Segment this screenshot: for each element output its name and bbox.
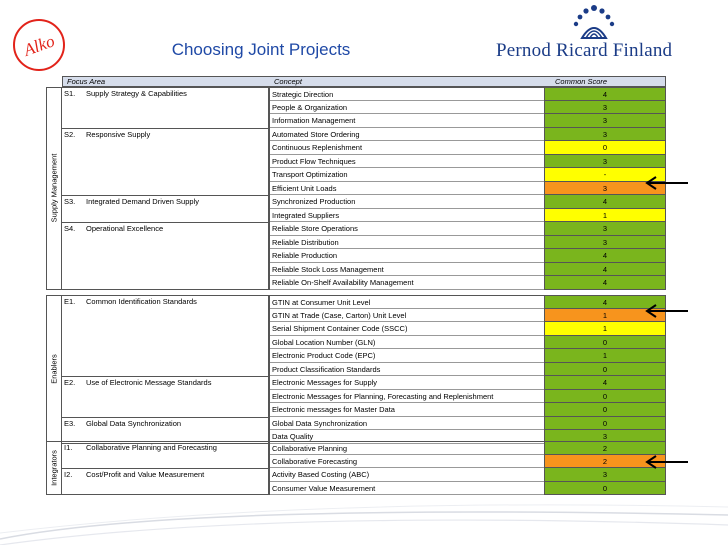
score-cell: 3 [544,182,666,196]
page-title: Choosing Joint Projects [171,40,351,59]
table-row [269,182,666,196]
pernod-ricard-logo-text: Pernod Ricard Finland [496,40,673,61]
col-concept: Concept [274,77,302,86]
focus-area-name: Cost/Profit and Value Measurement [86,470,205,479]
concept-cell: Collaborative Planning [269,441,544,455]
col-common-score: Common Score [555,77,608,86]
focus-area-group [64,443,217,452]
score-cell: 4 [544,249,666,263]
focus-area-name: Integrated Demand Driven Supply [86,197,199,206]
score-cell: 4 [544,263,666,277]
group-divider [62,417,269,418]
focus-area-name: Use of Electronic Message Standards [86,378,212,387]
score-cell: 4 [544,87,666,101]
score-cell: 4 [544,276,666,290]
concept-cell: GTIN at Consumer Unit Level [269,295,544,309]
score-cell: 0 [544,336,666,350]
focus-area-column [62,87,269,290]
score-cell: 0 [544,482,666,496]
table-row [269,168,666,182]
focus-area-code: E2. [64,378,76,387]
focus-area-group [64,470,204,479]
concept-cell: Reliable Distribution [269,236,544,250]
concept-cell: Reliable On-Shelf Availability Management [269,276,544,290]
group-divider [62,468,269,469]
concept-cell: Information Management [269,114,544,128]
concept-cell: Reliable Stock Loss Management [269,263,544,277]
table-row [269,276,666,290]
table-row [269,482,666,496]
left-arrow-icon [644,304,690,318]
section-label-text: Integrators [49,450,59,486]
concept-cell: Electronic Product Code (EPC) [269,349,544,363]
focus-area-group [64,297,197,306]
group-divider [62,128,269,129]
table-row [269,417,666,431]
focus-area-name: Common Identification Standards [86,297,197,306]
score-cell: 3 [544,114,666,128]
focus-area-name: Global Data Synchronization [86,418,182,428]
concept-cell: Product Classification Standards [269,363,544,377]
concept-cell: Integrated Suppliers [269,209,544,223]
table-row [269,128,666,142]
table-row [269,263,666,277]
table-row [269,455,666,469]
section-label-text: Enablers [49,354,59,385]
concept-cell: Efficient Unit Loads [269,182,544,196]
section-label-text: Supply Management [49,153,59,223]
table-row [269,336,666,350]
score-cell: 0 [544,363,666,377]
group-divider [62,222,269,223]
score-cell: 1 [544,349,666,363]
concept-cell: Electronic Messages for Planning, Forecasting and Replenishment [269,390,544,404]
focus-area-group [64,89,187,98]
focus-area-name: Operational Excellence [86,224,164,233]
table-row [269,141,666,155]
score-cell: 3 [544,236,666,250]
concept-cell: GTIN at Trade (Case, Carton) Unit Level [269,309,544,323]
focus-area-group [64,130,150,139]
score-cell: 0 [544,403,666,417]
focus-area-name: Supply Strategy & Capabilities [86,89,187,98]
table-row [269,155,666,169]
table-row [269,101,666,115]
concept-cell: Collaborative Forecasting [269,455,544,469]
score-cell: 0 [544,141,666,155]
score-cell: 4 [544,376,666,390]
left-arrow-icon [644,176,690,190]
concept-cell: Strategic Direction [269,87,544,101]
section-label [46,441,62,495]
concept-cell: Consumer Value Measurement [269,482,544,496]
table-header [62,76,666,87]
score-cell: 2 [544,441,666,455]
score-cell: 4 [544,295,666,309]
column-divider [269,441,270,495]
table-row [269,349,666,363]
score-cell: 3 [544,155,666,169]
concept-cell: Data Quality [269,430,544,444]
focus-area-code: I2. [64,470,73,479]
score-cell: 3 [544,222,666,236]
focus-area-code: E1. [64,297,76,306]
table-row [269,376,666,390]
svg-text:Alko: Alko [21,31,58,60]
focus-area-code: I1. [64,443,73,452]
score-cell: 0 [544,417,666,431]
concept-cell: Global Data Synchronization [269,417,544,431]
score-cell: 3 [544,128,666,142]
table-row [269,441,666,455]
focus-area-code: S4. [64,224,76,233]
score-cell: 3 [544,468,666,482]
focus-area-code: S1. [64,89,76,98]
score-cell: 1 [544,309,666,323]
concept-cell: Reliable Production [269,249,544,263]
focus-area-group [64,197,199,206]
section-label [46,87,62,290]
focus-area-group [64,378,211,387]
focus-area-code: S3. [64,197,76,206]
focus-area-group [64,224,163,233]
col-focus-area: Focus Area [67,77,106,86]
group-divider [62,195,269,196]
score-cell: 1 [544,322,666,336]
concept-cell: Serial Shipment Container Code (SSCC) [269,322,544,336]
table-row [269,87,666,101]
footer-decoration [0,495,728,545]
score-cell: 3 [544,430,666,444]
group-divider [62,376,269,377]
score-cell: - [544,168,666,182]
concept-cell: Electronic Messages for Supply [269,376,544,390]
concept-cell: Continuous Replenishment [269,141,544,155]
concept-cell: Transport Optimization [269,168,544,182]
table-row [269,249,666,263]
focus-area-code: E3. [64,418,76,428]
column-divider [269,87,270,290]
concept-cell: Reliable Store Operations [269,222,544,236]
section-label [46,295,62,444]
concept-cell: Electronic messages for Master Data [269,403,544,417]
concept-cell: Activity Based Costing (ABC) [269,468,544,482]
table-row [269,363,666,377]
concept-cell: People & Organization [269,101,544,115]
left-arrow-icon [644,455,690,469]
score-cell: 1 [544,209,666,223]
table-row [269,114,666,128]
table-row [269,222,666,236]
table-row [269,295,666,309]
table-row [269,390,666,404]
table-row [269,236,666,250]
score-cell: 2 [544,455,666,469]
score-cell: 3 [544,101,666,115]
concept-cell: Synchronized Production [269,195,544,209]
column-divider [269,295,270,444]
score-cell: 4 [544,195,666,209]
focus-area-name: Collaborative Planning and Forecasting [86,443,217,452]
table-row [269,309,666,323]
table-row [269,403,666,417]
table-row [269,195,666,209]
focus-area-group [64,419,181,428]
concept-cell: Global Location Number (GLN) [269,336,544,350]
table-row [269,209,666,223]
concept-cell: Automated Store Ordering [269,128,544,142]
concept-cell: Product Flow Techniques [269,155,544,169]
focus-area-code: S2. [64,129,76,139]
score-cell: 0 [544,390,666,404]
table-row [269,468,666,482]
table-row [269,322,666,336]
focus-area-name: Responsive Supply [86,129,151,139]
